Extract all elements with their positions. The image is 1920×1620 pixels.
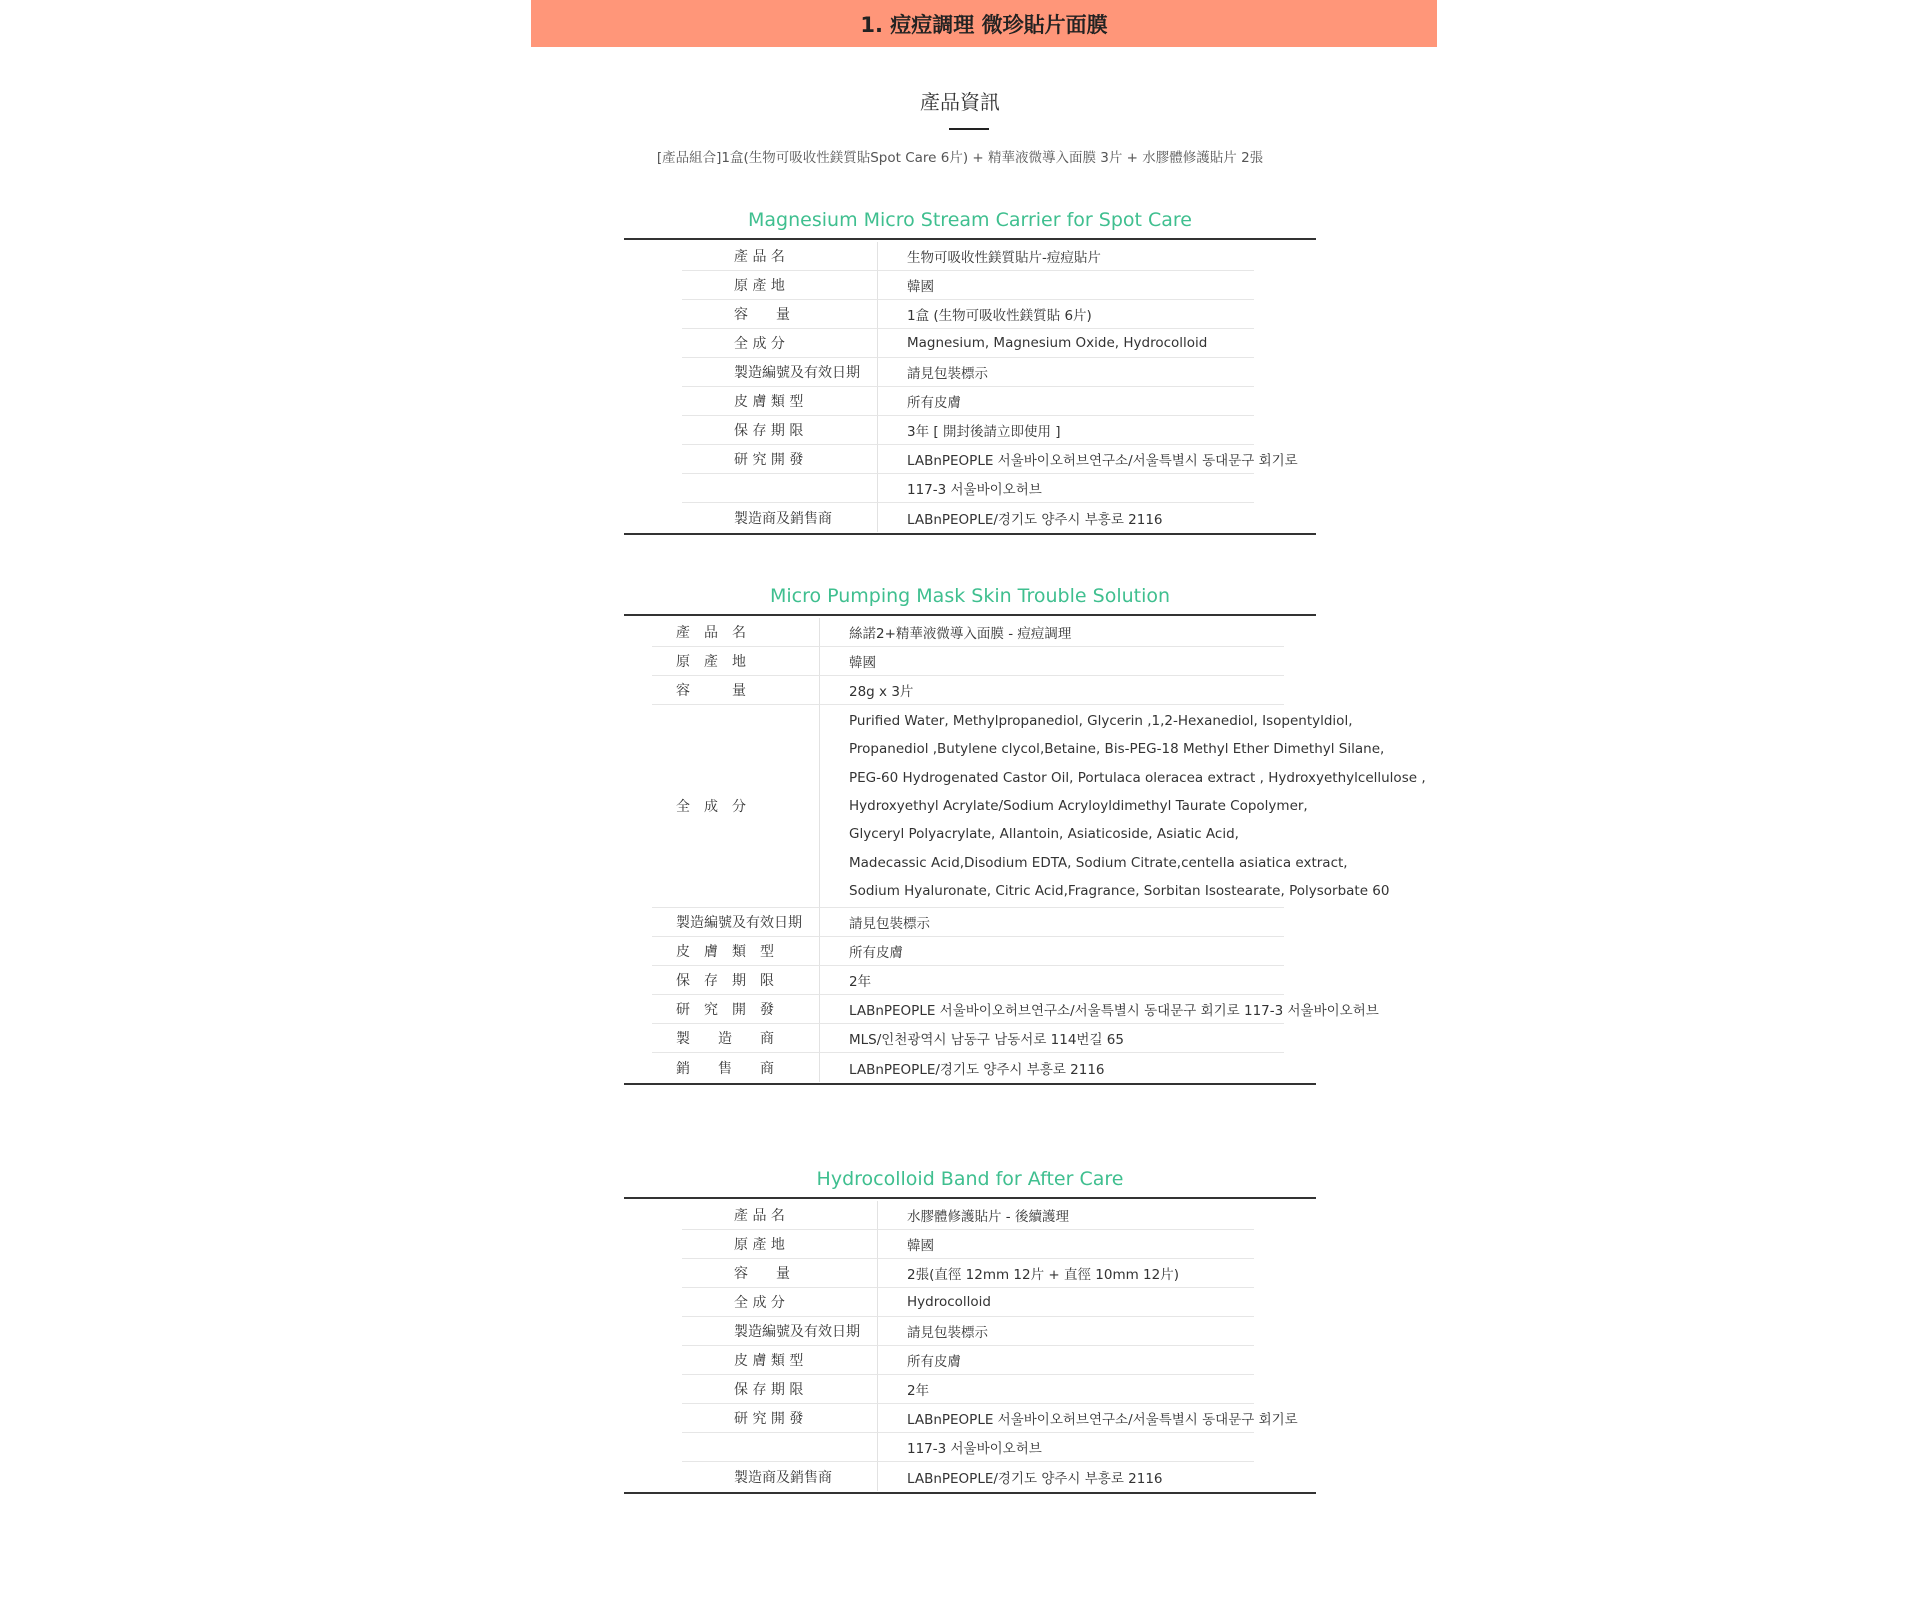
section-banner bbox=[531, 0, 1437, 47]
spec-row bbox=[682, 445, 1316, 474]
spec-label: 全 成 分 bbox=[652, 705, 820, 908]
spec-row bbox=[682, 1462, 1316, 1491]
spec-row bbox=[682, 1201, 1316, 1230]
spec-value: 所有皮膚 bbox=[878, 1346, 1254, 1375]
spec-section-spot-care bbox=[624, 202, 1316, 535]
spec-value: MLS/인천광역시 남동구 남동서로 114번길 65 bbox=[820, 1024, 1284, 1053]
ingredient-line: Propanediol ,Butylene clycol,Betaine, Bis-PEG-18 Methyl Ether Dimethyl Silane, bbox=[849, 741, 1385, 758]
spec-value: 1盒 (生物可吸收性鎂質貼 6片) bbox=[878, 300, 1254, 329]
spec-label: 原 產 地 bbox=[682, 1230, 878, 1259]
spec-row bbox=[682, 1346, 1316, 1375]
spec-value: 28g x 3片 bbox=[820, 676, 1284, 705]
ingredient-line: Hydroxyethyl Acrylate/Sodium Acryloyldimethyl Taurate Copolymer, bbox=[849, 797, 1308, 814]
spec-value: 請見包裝標示 bbox=[820, 908, 1284, 937]
spec-label: 容 量 bbox=[682, 300, 878, 329]
spec-label: 皮 膚 類 型 bbox=[652, 937, 820, 966]
spec-value: 水膠體修護貼片 - 後續護理 bbox=[878, 1201, 1254, 1230]
spec-label bbox=[682, 474, 878, 503]
spec-value: 所有皮膚 bbox=[820, 937, 1284, 966]
spec-row bbox=[652, 1053, 1316, 1082]
spec-section-pumping-mask bbox=[624, 578, 1426, 1085]
spec-value: Magnesium, Magnesium Oxide, Hydrocolloid bbox=[878, 329, 1254, 358]
spec-row bbox=[682, 387, 1316, 416]
spec-value: LABnPEOPLE 서울바이오허브연구소/서울특별시 동대문구 회기로 117-3 서울바이오허브 bbox=[820, 995, 1284, 1024]
spec-value: LABnPEOPLE 서울바이오허브연구소/서울특별시 동대문구 회기로 bbox=[878, 445, 1254, 474]
spec-label: 保 存 期 限 bbox=[682, 416, 878, 445]
spec-value: Hydrocolloid bbox=[878, 1288, 1254, 1317]
spec-row-ingredients bbox=[652, 705, 1426, 908]
spec-row bbox=[682, 271, 1316, 300]
spec-value: 2年 bbox=[820, 966, 1284, 995]
spec-label: 產 品 名 bbox=[652, 618, 820, 647]
spec-row bbox=[682, 1259, 1316, 1288]
spec-section-hydrocolloid bbox=[624, 1161, 1316, 1494]
section-title: Micro Pumping Mask Skin Trouble Solution bbox=[769, 585, 1171, 607]
spec-value: 韓國 bbox=[878, 1230, 1254, 1259]
spec-label: 製造商及銷售商 bbox=[682, 1462, 878, 1491]
spec-row bbox=[682, 503, 1316, 532]
spec-table bbox=[624, 614, 1426, 1085]
spec-row bbox=[682, 1404, 1316, 1433]
spec-row bbox=[682, 416, 1316, 445]
spec-value: 絲諾2+精華液微導入面膜 - 痘痘調理 bbox=[820, 618, 1284, 647]
spec-value: 所有皮膚 bbox=[878, 387, 1254, 416]
product-composition: [產品組合]1盒(生物可吸收性鎂質貼Spot Care 6片) + 精華液微導入面膜 3片 + 水膠體修護貼片 2張 bbox=[656, 150, 1264, 166]
ingredient-line: Sodium Hyaluronate, Citric Acid,Fragrance, Sorbitan Isostearate, Polysorbate 60 bbox=[849, 882, 1390, 899]
spec-value: 韓國 bbox=[878, 271, 1254, 300]
spec-label: 全 成 分 bbox=[682, 1288, 878, 1317]
spec-label: 製造編號及有效日期 bbox=[682, 358, 878, 387]
spec-label: 產 品 名 bbox=[682, 1201, 878, 1230]
ingredients-list bbox=[820, 705, 1426, 908]
spec-row bbox=[652, 995, 1379, 1024]
spec-row bbox=[652, 937, 1316, 966]
spec-value: 請見包裝標示 bbox=[878, 1317, 1254, 1346]
spec-row bbox=[682, 1317, 1316, 1346]
spec-table bbox=[624, 1197, 1316, 1494]
spec-row bbox=[652, 908, 1316, 937]
spec-label: 製造編號及有效日期 bbox=[682, 1317, 878, 1346]
spec-label: 研 究 開 發 bbox=[682, 1404, 878, 1433]
spec-label: 容 量 bbox=[652, 676, 820, 705]
spec-value: LABnPEOPLE/경기도 양주시 부흥로 2116 bbox=[907, 511, 1163, 528]
spec-label: 原 產 地 bbox=[652, 647, 820, 676]
spec-row bbox=[652, 676, 1316, 705]
spec-value: 2張(直徑 12mm 12片 + 直徑 10mm 12片) bbox=[878, 1259, 1254, 1288]
spec-row bbox=[652, 1024, 1316, 1053]
spec-row bbox=[652, 647, 1316, 676]
heading-divider bbox=[949, 128, 989, 130]
spec-table bbox=[624, 238, 1316, 535]
ingredient-line: Madecassic Acid,Disodium EDTA, Sodium Citrate,centella asiatica extract, bbox=[849, 854, 1348, 871]
spec-row bbox=[682, 1433, 1316, 1462]
spec-label: 皮 膚 類 型 bbox=[682, 387, 878, 416]
ingredient-line: Glyceryl Polyacrylate, Allantoin, Asiaticoside, Asiatic Acid, bbox=[849, 826, 1239, 843]
spec-label: 原 產 地 bbox=[682, 271, 878, 300]
spec-value: 2年 bbox=[878, 1375, 1254, 1404]
spec-row bbox=[682, 242, 1316, 271]
spec-value: 3年 [ 開封後請立即使用 ] bbox=[878, 416, 1254, 445]
ingredient-line: Purified Water, Methylpropanediol, Glycerin ,1,2-Hexanediol, Isopentyldiol, bbox=[849, 713, 1353, 730]
spec-row bbox=[682, 300, 1316, 329]
spec-row bbox=[652, 966, 1316, 995]
spec-label bbox=[682, 1433, 878, 1462]
section-title: Magnesium Micro Stream Carrier for Spot Care bbox=[748, 209, 1192, 231]
spec-label: 產 品 名 bbox=[682, 242, 878, 271]
spec-label: 皮 膚 類 型 bbox=[682, 1346, 878, 1375]
spec-label: 全 成 分 bbox=[682, 329, 878, 358]
spec-value: LABnPEOPLE/경기도 양주시 부흥로 2116 bbox=[907, 1470, 1163, 1487]
spec-value: LABnPEOPLE/경기도 양주시 부흥로 2116 bbox=[849, 1061, 1105, 1078]
banner-title: 1. 痘痘調理 微珍貼片面膜 bbox=[860, 12, 1108, 37]
spec-row bbox=[682, 1375, 1316, 1404]
spec-value: 117-3 서울바이오허브 bbox=[878, 474, 1254, 503]
spec-value: 117-3 서울바이오허브 bbox=[878, 1433, 1254, 1462]
spec-row bbox=[682, 474, 1316, 503]
spec-row bbox=[652, 618, 1316, 647]
spec-row bbox=[682, 1230, 1316, 1259]
spec-row bbox=[682, 358, 1316, 387]
product-info-heading: 產品資訊 bbox=[920, 90, 1000, 114]
spec-label: 製造編號及有效日期 bbox=[652, 908, 820, 937]
spec-row bbox=[682, 329, 1316, 358]
spec-label: 研 究 開 發 bbox=[682, 445, 878, 474]
spec-value: 韓國 bbox=[820, 647, 1284, 676]
spec-label: 銷 售 商 bbox=[652, 1053, 820, 1082]
spec-label: 容 量 bbox=[682, 1259, 878, 1288]
spec-label: 保 存 期 限 bbox=[682, 1375, 878, 1404]
spec-label: 研 究 開 發 bbox=[652, 995, 820, 1024]
spec-row bbox=[682, 1288, 1316, 1317]
section-title: Hydrocolloid Band for After Care bbox=[816, 1168, 1124, 1190]
spec-label: 製 造 商 bbox=[652, 1024, 820, 1053]
spec-value: LABnPEOPLE 서울바이오허브연구소/서울특별시 동대문구 회기로 bbox=[878, 1404, 1254, 1433]
ingredient-line: PEG-60 Hydrogenated Castor Oil, Portulaca oleracea extract , Hydroxyethylcellulose , bbox=[849, 769, 1426, 786]
spec-value: 生物可吸收性鎂質貼片-痘痘貼片 bbox=[878, 242, 1254, 271]
spec-label: 製造商及銷售商 bbox=[682, 503, 878, 532]
spec-label: 保 存 期 限 bbox=[652, 966, 820, 995]
spec-value: 請見包裝標示 bbox=[878, 358, 1254, 387]
